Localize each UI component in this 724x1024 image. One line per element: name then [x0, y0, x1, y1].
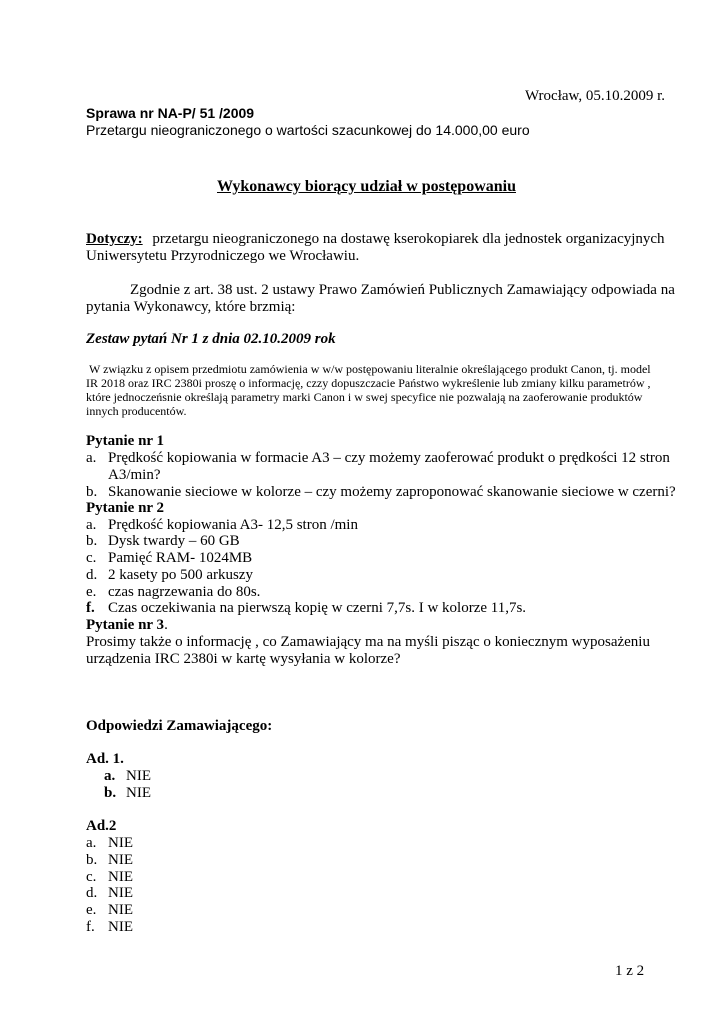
question-set-heading: Zestaw pytań Nr 1 z dnia 02.10.2009 rok: [86, 331, 336, 347]
question2-item-c-label: c.: [86, 550, 97, 566]
question2-item-c-text: Pamięć RAM- 1024MB: [108, 550, 253, 566]
question2-item-b-text: Dysk twardy – 60 GB: [108, 533, 240, 549]
intro-line1: Zgodnie z art. 38 ust. 2 ustawy Prawo Zamówień Publicznych Zamawiający odpowiada na: [130, 282, 675, 298]
answers-ad2-item-a-label: a.: [86, 835, 97, 851]
question3-heading-line: [86, 617, 168, 634]
question2-item-f-text: Czas oczekiwania na pierwszą kopię w czerni 7,7s. I w kolorze 11,7s.: [108, 600, 527, 616]
regarding-label: Dotyczy:: [86, 231, 143, 247]
question1-item-a-line1: Prędkość kopiowania w formacie A3 – czy możemy zaoferować produkt o prędkości 12 stron: [108, 450, 670, 466]
context-line2: IR 2018 oraz IRC 2380i proszę o informację, czzy dopuszczacie Państwo wykreślenie lub zmiany kilku parametrów ,: [86, 376, 651, 390]
question3-line2: urządzenia IRC 2380i w kartę wysyłania w kolorze?: [86, 651, 401, 667]
answers-ad1-item-a-label: a.: [104, 768, 116, 784]
answers-ad2-heading: Ad.2: [86, 818, 117, 834]
question1-item-a-line2: A3/min?: [108, 467, 161, 483]
case-number: Sprawa nr NA-P/ 51 /2009: [86, 105, 255, 121]
question2-heading: Pytanie nr 2: [86, 500, 165, 516]
answers-ad1-heading: Ad. 1.: [86, 751, 124, 767]
context-line1: W związku z opisem przedmiotu zamówienia w w/w postępowaniu literalnie określającego produkt Canon, tj. model: [89, 362, 651, 376]
question2-item-b-label: b.: [86, 533, 98, 549]
answers-ad2-item-e-label: e.: [86, 902, 97, 918]
answers-ad2-item-d-label: d.: [86, 885, 98, 901]
answers-ad2-item-c-text: NIE: [108, 869, 133, 885]
question2-item-a-text: Prędkość kopiowania A3- 12,5 stron /min: [108, 517, 358, 533]
context-line4: innych producentów.: [86, 404, 187, 418]
regarding-line1: [86, 231, 665, 248]
regarding-line2: Uniwersytetu Przyrodniczego we Wrocławiu.: [86, 248, 360, 264]
answers-heading: Odpowiedzi Zamawiającego:: [86, 718, 273, 734]
context-line3: które jednoczeńsnie określają parametry marki Canon i w swej specyfice nie pozwalają na zaoferowanie produktów: [86, 390, 643, 404]
answers-ad2-item-f-label: f.: [86, 919, 95, 935]
question2-item-d-label: d.: [86, 567, 98, 583]
answers-ad1-item-b-label: b.: [104, 785, 117, 801]
answers-ad2-item-f-text: NIE: [108, 919, 133, 935]
answers-ad1-item-b-text: NIE: [126, 785, 151, 801]
answers-ad2-item-e-text: NIE: [108, 902, 133, 918]
question1-item-b-line1: Skanowanie sieciowe w kolorze – czy możemy zaproponować skanowanie sieciowe w czerni?: [108, 484, 676, 500]
question2-item-e-label: e.: [86, 584, 97, 600]
question2-item-f-label: f.: [86, 600, 95, 616]
page-number: 1 z 2: [615, 963, 645, 979]
answers-ad2-item-c-label: c.: [86, 869, 97, 885]
answers-ad2-item-b-label: b.: [86, 852, 98, 868]
place-date: Wrocław, 05.10.2009 r.: [525, 88, 666, 104]
answers-ad2-item-a-text: NIE: [108, 835, 133, 851]
question2-item-e-text: czas nagrzewania do 80s.: [108, 584, 261, 600]
question1-item-a-label: a.: [86, 450, 97, 466]
answers-ad2-item-b-text: NIE: [108, 852, 133, 868]
intro-line2: pytania Wykonawcy, które brzmią:: [86, 299, 296, 315]
question1-heading: Pytanie nr 1: [86, 433, 165, 449]
question3-heading-suffix: .: [164, 617, 168, 633]
question2-item-a-label: a.: [86, 517, 97, 533]
question3-line1: Prosimy także o informację , co Zamawiający ma na myśli pisząc o koniecznym wyposażeniu: [86, 634, 650, 650]
regarding-text: przetargu nieograniczonego na dostawę kserokopiarek dla jednostek organizacyjnych: [152, 231, 665, 247]
answers-ad1-item-a-text: NIE: [126, 768, 151, 784]
answers-ad2-item-d-text: NIE: [108, 885, 133, 901]
question3-heading: Pytanie nr 3: [86, 617, 165, 633]
question2-item-d-text: 2 kasety po 500 arkuszy: [108, 567, 253, 583]
tender-line: Przetargu nieograniczonego o wartości szacunkowej do 14.000,00 euro: [86, 122, 530, 138]
page-title: Wykonawcy biorący udział w postępowaniu: [217, 178, 516, 195]
question1-item-b-label: b.: [86, 484, 98, 500]
